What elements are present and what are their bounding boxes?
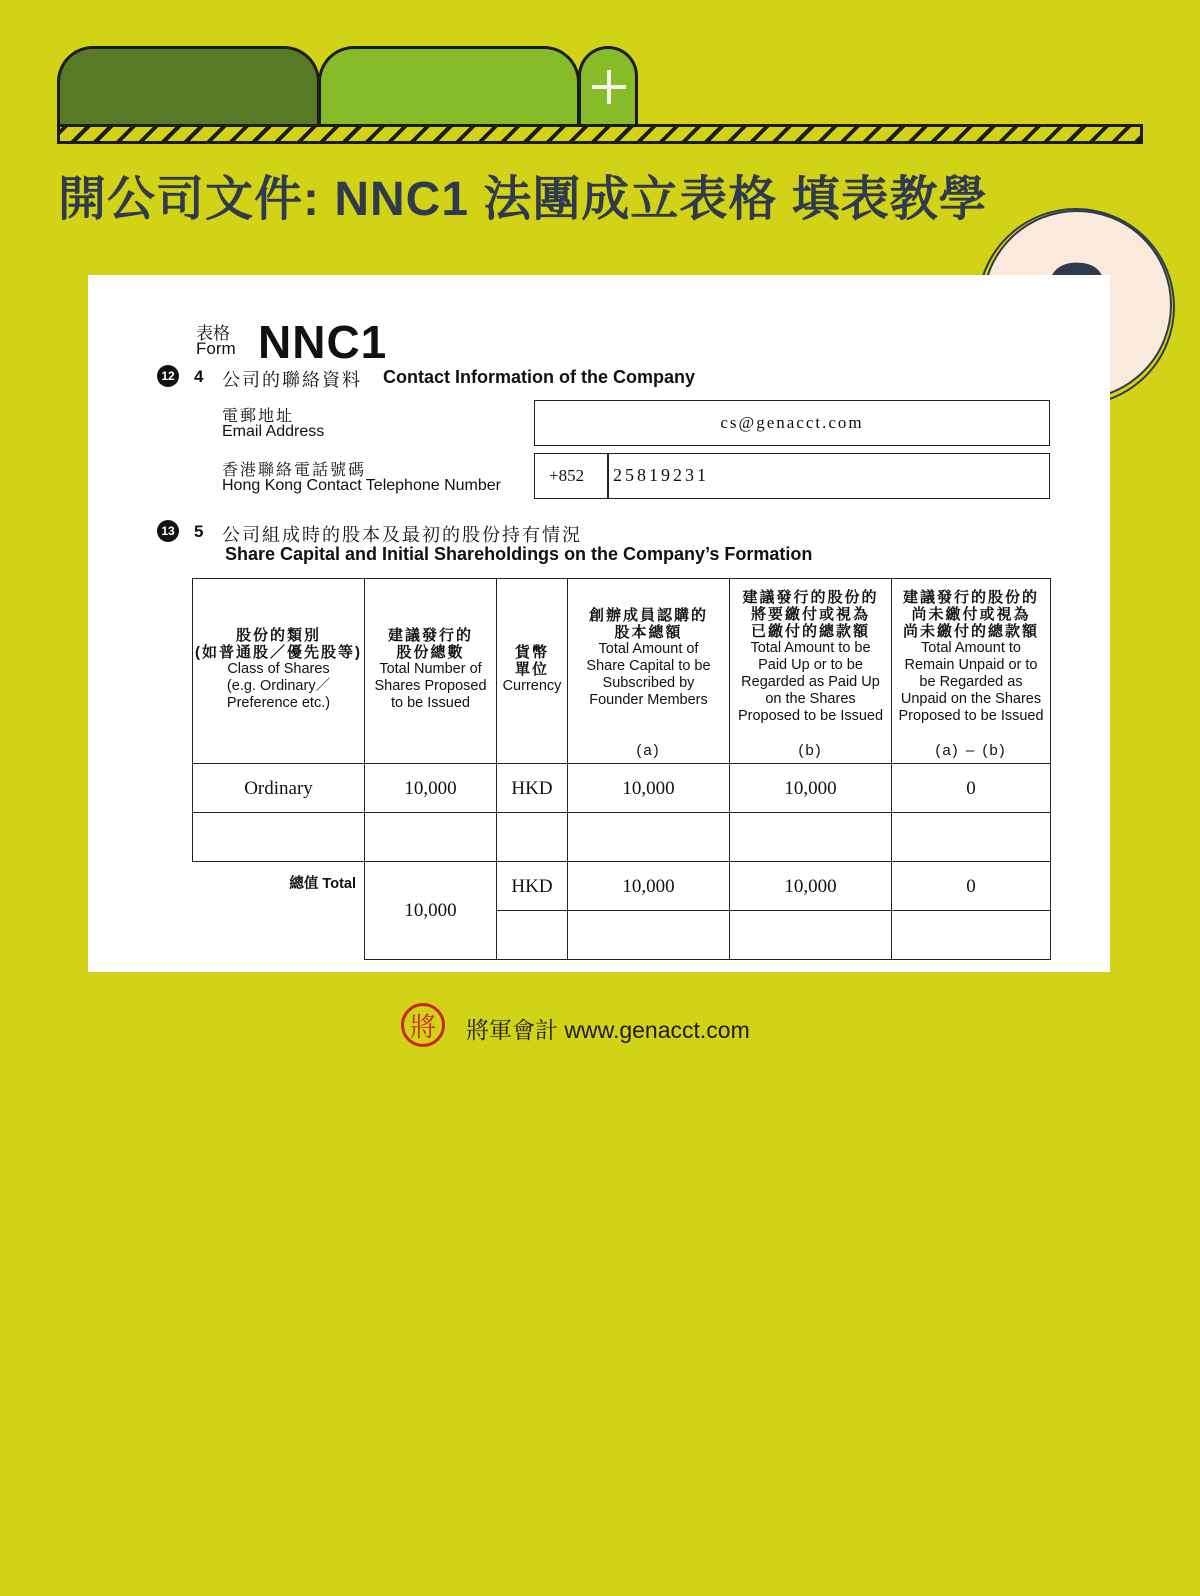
email-label-en: Email Address	[222, 423, 325, 440]
section5-title-zh: 公司組成時的股本及最初的股份持有情況	[222, 525, 582, 545]
cell-empty[interactable]	[730, 911, 892, 960]
section4-number: 4	[194, 367, 204, 386]
cell-empty[interactable]	[730, 813, 892, 862]
section5-number: 5	[194, 522, 204, 541]
phone-divider	[607, 454, 609, 498]
col-header-class: 股份的類別 (如普通股／優先股等) Class of Shares (e.g. Ordinary／ Preference etc.)	[193, 579, 365, 764]
cell-empty[interactable]	[365, 813, 497, 862]
col-tag-ab: (a) – (b)	[935, 742, 1007, 759]
col-tag-a: (a)	[636, 742, 661, 759]
section4-title-zh: 公司的聯絡資料	[222, 370, 362, 390]
table-row-empty	[193, 813, 1051, 862]
cell-empty[interactable]	[568, 911, 730, 960]
phone-label-en: Hong Kong Contact Telephone Number	[222, 477, 501, 494]
form-code: NNC1	[258, 316, 388, 368]
phone-field[interactable]	[534, 453, 1050, 499]
total-currency[interactable]: HKD	[497, 862, 568, 911]
section5-title-en: Share Capital and Initial Shareholdings on the Company’s Formation	[225, 544, 813, 564]
cell-shares[interactable]: 10,000	[365, 764, 497, 813]
cell-empty[interactable]	[193, 813, 365, 862]
company-seal-icon: 將	[401, 1003, 445, 1047]
cell-empty[interactable]	[892, 813, 1051, 862]
table-row	[193, 764, 1051, 813]
section4-title-en: Contact Information of the Company	[383, 367, 695, 387]
section5-marker: 13	[157, 520, 179, 542]
col-header-b: 建議發行的股份的 將要繳付或視為 已繳付的總款額 Total Amount to be Paid Up or to be Regarded as Paid Up on the Shares Proposed to be Issued (b)	[730, 579, 892, 764]
cell-ab[interactable]: 0	[892, 764, 1051, 813]
cell-currency[interactable]: HKD	[497, 764, 568, 813]
form-screenshot-card	[88, 275, 1110, 972]
page-title: 開公司文件: NNC1 法團成立表格 填表教學	[58, 173, 988, 226]
col-header-a: 創辦成員認購的 股本總額 Total Amount of Share Capital to be Subscribed by Founder Members (a)	[568, 579, 730, 764]
total-b[interactable]: 10,000	[730, 862, 892, 911]
tab-light	[318, 46, 580, 126]
col-header-currency: 貨幣 單位 Currency	[497, 579, 568, 764]
form-label-zh: 表格	[196, 324, 230, 343]
total-label: 總值 Total	[193, 862, 365, 960]
phone-prefix: +852	[549, 466, 585, 485]
table-header-row	[193, 579, 1051, 764]
email-label-zh: 電郵地址	[222, 408, 295, 425]
cell-empty[interactable]	[497, 911, 568, 960]
section4-marker: 12	[157, 365, 179, 387]
total-row	[193, 862, 1051, 911]
email-field[interactable]	[534, 400, 1050, 446]
cell-b[interactable]: 10,000	[730, 764, 892, 813]
col-tag-b: (b)	[798, 742, 823, 759]
email-value: cs@genacct.com	[720, 413, 864, 432]
hatched-divider	[57, 124, 1143, 144]
form-label-en: Form	[196, 339, 236, 358]
footer-text: 將軍會計 www.genacct.com	[466, 1017, 750, 1043]
share-capital-table	[192, 578, 1051, 960]
plus-icon	[592, 70, 626, 104]
cell-empty[interactable]	[568, 813, 730, 862]
total-ab[interactable]: 0	[892, 862, 1051, 911]
cell-empty[interactable]	[497, 813, 568, 862]
col-header-shares: 建議發行的 股份總數 Total Number of Shares Proposed to be Issued	[365, 579, 497, 764]
total-a[interactable]: 10,000	[568, 862, 730, 911]
phone-label-zh: 香港聯絡電話號碼	[222, 462, 367, 479]
cell-a[interactable]: 10,000	[568, 764, 730, 813]
phone-value: 25819231	[613, 465, 709, 485]
total-shares[interactable]: 10,000	[365, 862, 497, 960]
col-header-ab: 建議發行的股份的 尚未繳付或視為 尚未繳付的總款額 Total Amount to Remain Unpaid or to be Regarded as Unpaid on the Shares Proposed to be Issued (a) – (b)	[892, 579, 1051, 764]
tab-dark	[57, 46, 320, 126]
cell-empty[interactable]	[892, 911, 1051, 960]
cell-class[interactable]: Ordinary	[193, 764, 365, 813]
